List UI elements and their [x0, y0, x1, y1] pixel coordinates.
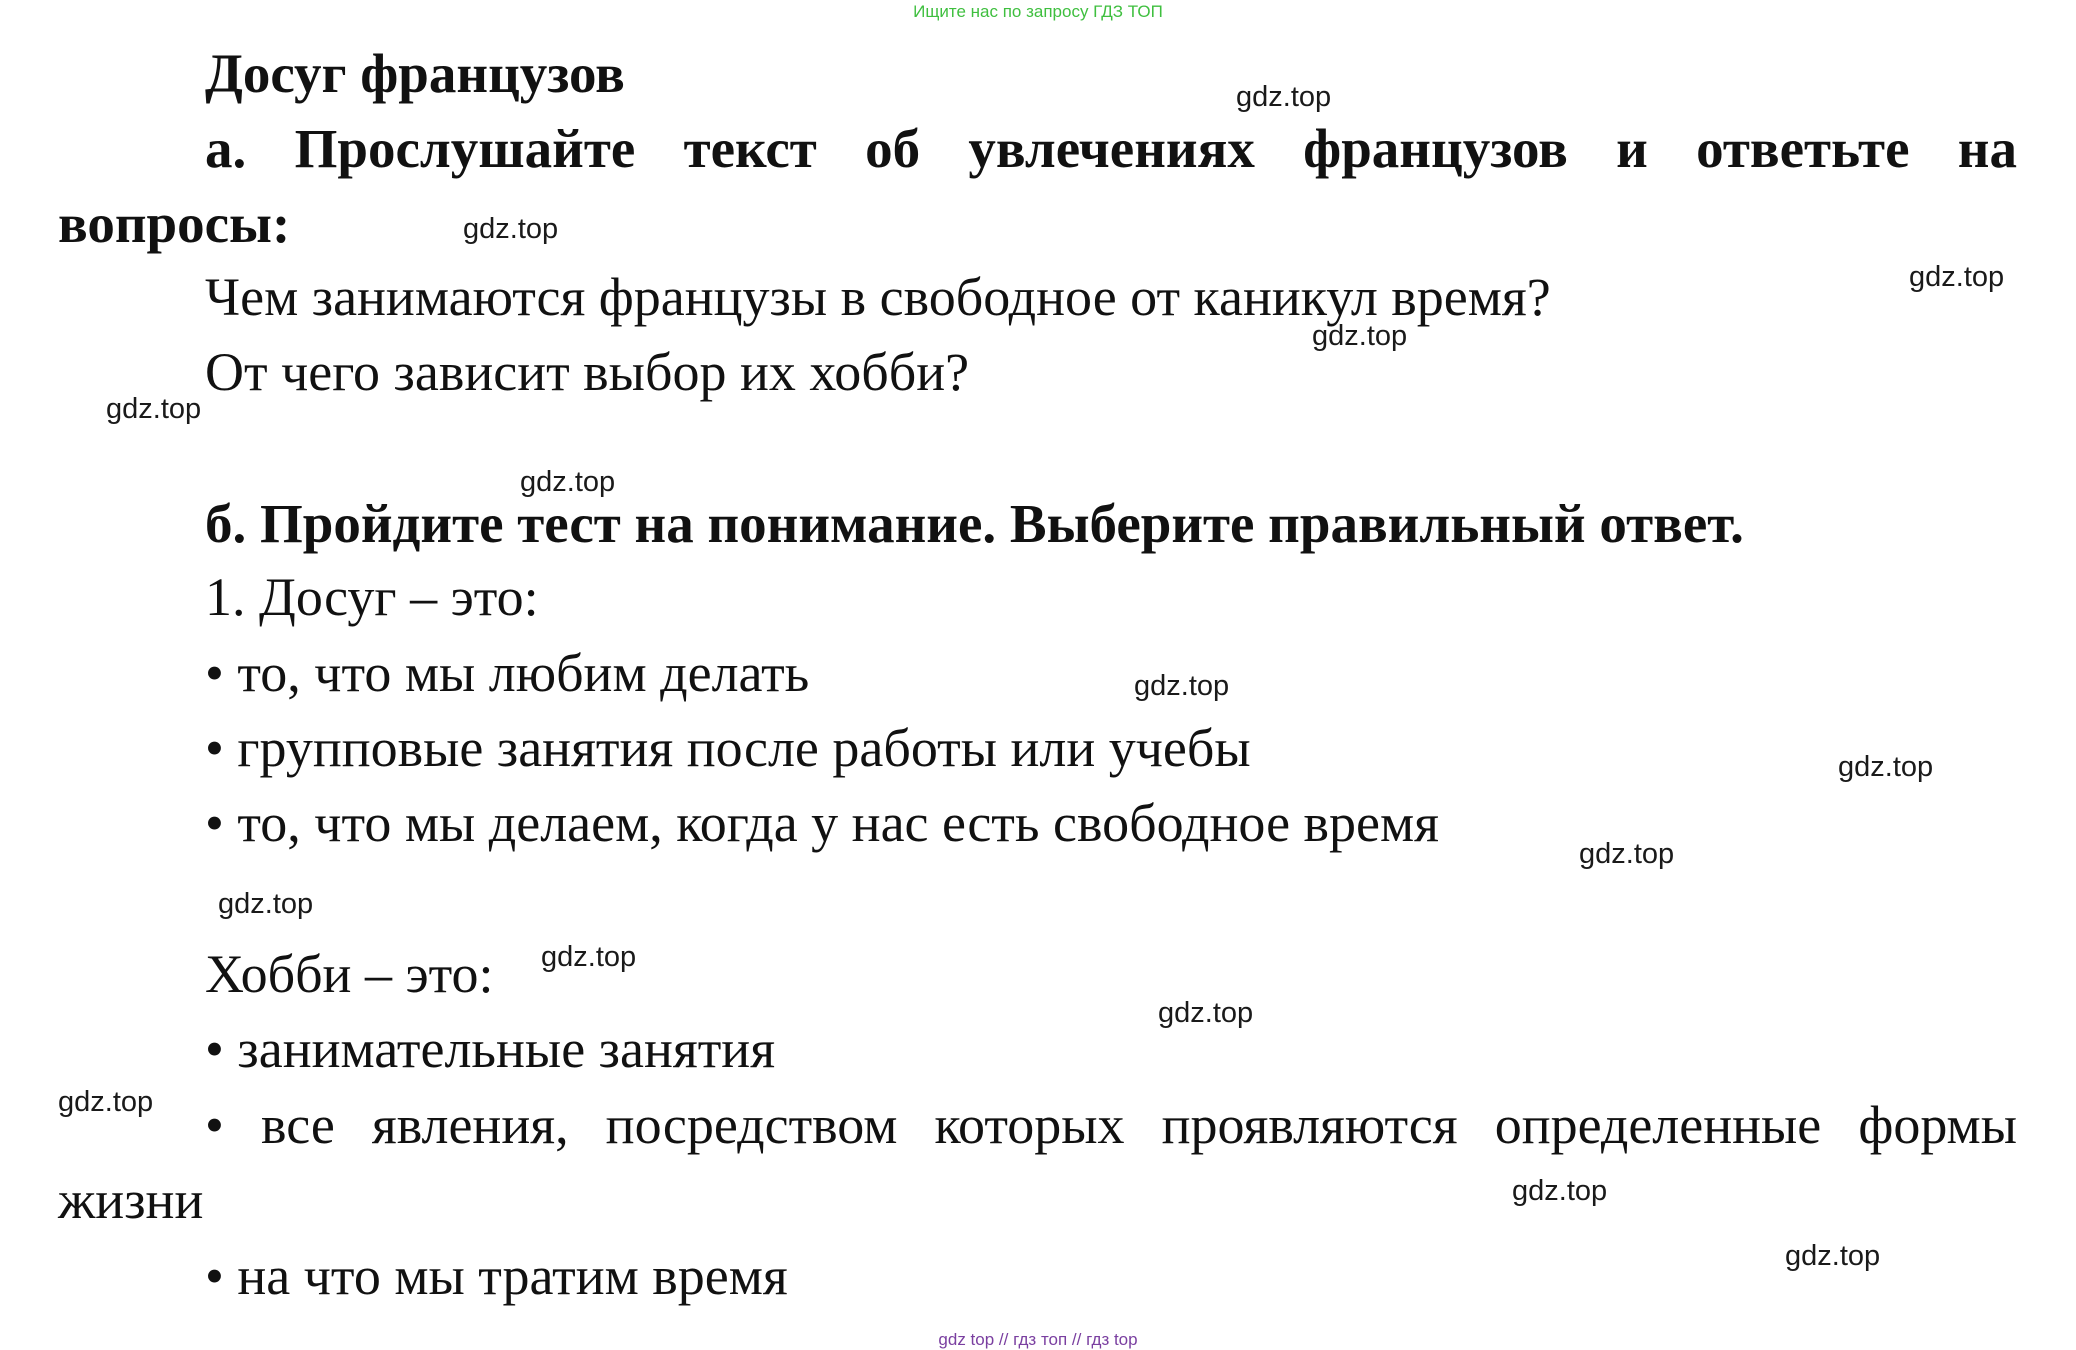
watermark: gdz.top: [520, 466, 616, 498]
watermark: gdz.top: [1312, 320, 1408, 352]
top-banner[interactable]: Ищите нас по запросу ГДЗ ТОП: [913, 2, 1163, 21]
task-b-instruction: б. Пройдите тест на понимание. Выберите правильный ответ.: [205, 493, 1744, 554]
watermark: gdz.top: [1512, 1175, 1608, 1207]
question-1-option-3: • то, что мы делаем, когда у нас есть свободное время: [205, 793, 1440, 853]
watermark: gdz.top: [218, 888, 314, 920]
question-2-option-1: • занимательные занятия: [205, 1019, 776, 1079]
question-1-option-1: • то, что мы любим делать: [205, 643, 810, 703]
page-title: Досуг французов: [205, 43, 625, 104]
watermark: gdz.top: [1785, 1240, 1881, 1272]
question-2-prompt: Хобби – это:: [205, 944, 494, 1004]
watermark: gdz.top: [1838, 751, 1934, 783]
question-1-option-2: • групповые занятия после работы или учебы: [205, 718, 1251, 778]
question-2-option-2: • все явления, посредством которых проявляются определенные формы: [205, 1095, 2017, 1155]
task-a-instruction-line1: а. Прослушайте текст об увлечениях французов и ответьте на: [205, 118, 2017, 179]
watermark: gdz.top: [106, 393, 202, 425]
watermark: gdz.top: [1236, 81, 1332, 113]
watermark: gdz.top: [1158, 997, 1254, 1029]
question-2-option-3: • на что мы тратим время: [205, 1246, 788, 1306]
watermark: gdz.top: [541, 941, 637, 973]
watermark: gdz.top: [1579, 838, 1675, 870]
watermark: gdz.top: [463, 213, 559, 245]
task-a-instruction-line2: вопросы:: [58, 193, 291, 254]
question-1-prompt: 1. Досуг – это:: [205, 567, 539, 627]
task-a-question-1: Чем занимаются французы в свободное от каникул время?: [205, 267, 1551, 327]
watermark: gdz.top: [58, 1086, 154, 1118]
watermark: gdz.top: [1909, 261, 2005, 293]
task-a-question-2: От чего зависит выбор их хобби?: [205, 342, 970, 402]
footer-links[interactable]: gdz top // гдз топ // гдз top: [938, 1330, 1138, 1349]
watermark: gdz.top: [1134, 670, 1230, 702]
question-2-option-2-continued: жизни: [58, 1170, 204, 1230]
